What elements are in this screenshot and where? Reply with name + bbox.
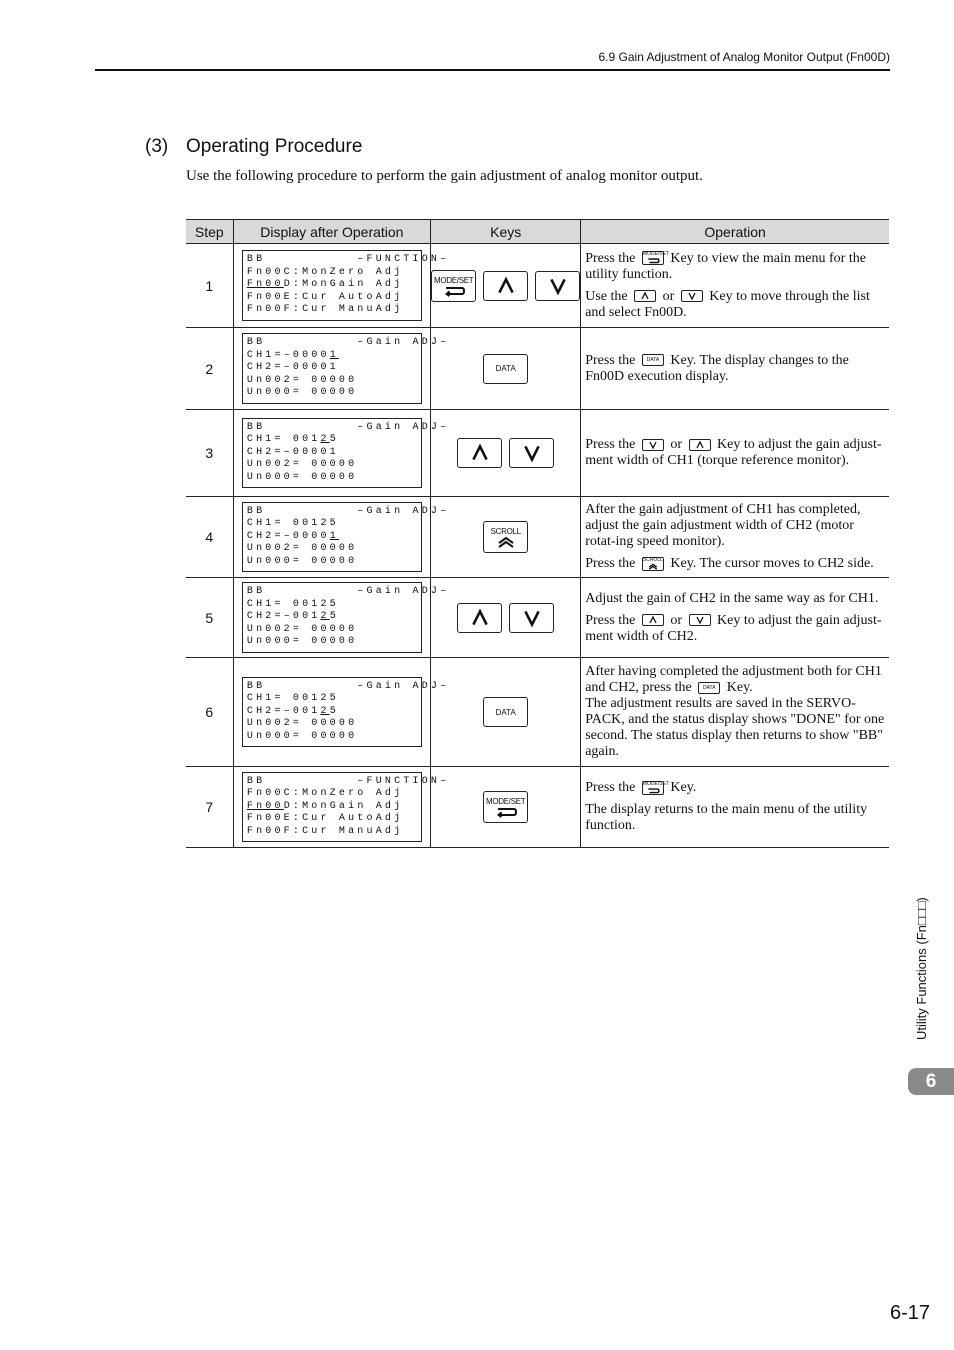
inline-down-key-icon (681, 290, 703, 302)
mode-set-key-icon: MODE/SET (483, 791, 528, 823)
inline-up-key-icon (634, 290, 656, 302)
inline-down-key-icon (642, 439, 664, 451)
step-number: 5 (186, 578, 233, 658)
lcd-display (242, 502, 450, 573)
chapter-side-label-text: Utility Functions (Fn□□□) (914, 897, 929, 1040)
lcd-line: BB –Gain ADJ– (246, 337, 450, 349)
chapter-side-label (902, 870, 929, 1040)
chapter-tab: 6 (908, 1068, 954, 1095)
operation-text: Adjust the gain of CH2 in the same way as for CH1. (585, 590, 879, 606)
inline-data-key-icon: DATA (642, 354, 664, 366)
display-cell (233, 328, 450, 410)
lcd-line: CH2=–00001 (246, 446, 339, 458)
lcd-line: Fn00E:Cur AutoAdj (246, 291, 404, 303)
up-arrow-key-icon (483, 271, 528, 301)
up-arrow-key-icon (457, 438, 502, 468)
keys-cell (431, 578, 581, 658)
lcd-line: Un000= 00000 (246, 387, 358, 399)
lcd-display (242, 582, 450, 653)
table-row (186, 410, 889, 497)
lcd-line: BB –FUNCTION– (246, 254, 450, 266)
inline-data-key-icon: DATA (698, 682, 720, 694)
display-cell (233, 497, 450, 578)
operation-text: The adjustment results are saved in the SERVO-PACK, and the status display shows "DONE" for one second. The status display then returns to show "BB" again. (585, 696, 885, 759)
inline-mode-set-key-icon: MODE/SET (642, 781, 664, 795)
display-cell (233, 658, 450, 767)
operation-text: Press the DATA Key. The display changes to the Fn00D execution display. (585, 352, 849, 384)
lcd-line: CH1= 00125 (246, 434, 339, 446)
step-number: 2 (186, 328, 233, 410)
inline-mode-set-key-icon: MODE/SET (642, 251, 664, 265)
lcd-line: Un002= 00000 (246, 374, 358, 386)
operation-cell (581, 244, 889, 328)
lcd-line: CH2=–00001 (246, 530, 339, 542)
keys-cell (431, 497, 581, 578)
down-arrow-key-icon (509, 603, 554, 633)
section-title: Operating Procedure (186, 136, 363, 157)
lcd-line: Fn00F:Cur ManuAdj (246, 825, 404, 837)
data-key-icon: DATA (483, 697, 528, 727)
lcd-line: Un002= 00000 (246, 623, 358, 635)
lcd-line: BB –Gain ADJ– (246, 505, 450, 517)
step-number: 7 (186, 767, 233, 848)
lcd-line: Un000= 00000 (246, 471, 358, 483)
header-keys: Keys (431, 220, 581, 244)
down-arrow-key-icon (535, 271, 580, 301)
lcd-line: CH2=–00125 (246, 611, 339, 623)
lcd-line: Fn00F:Cur ManuAdj (246, 304, 404, 316)
section-heading (145, 136, 362, 158)
lcd-line: CH2=–00125 (246, 705, 339, 717)
operation-text: Press the or Key to adjust the gain adjust-ment width of CH2. (585, 612, 882, 644)
procedure-table (186, 219, 889, 848)
lcd-line: Fn00C:MonZero Adj (246, 266, 404, 278)
lcd-line: BB –FUNCTION– (246, 775, 450, 787)
operation-cell (581, 658, 889, 767)
lcd-line: Fn00C:MonZero Adj (246, 788, 404, 800)
operation-text: After having completed the adjustment both for CH1 and CH2, press the DATA Key. (585, 664, 882, 695)
display-cell (233, 410, 450, 497)
operation-text: Press the MODE/SET Key to view the main menu for the utility function. (585, 250, 866, 282)
header-display: Display after Operation (233, 220, 431, 244)
lcd-line: CH1= 00125 (246, 693, 339, 705)
operation-cell (581, 578, 889, 658)
header-operation: Operation (581, 220, 889, 244)
down-arrow-key-icon (509, 438, 554, 468)
lcd-display (242, 250, 450, 321)
lcd-line: Fn00D:MonGain Adj (246, 800, 404, 812)
lcd-line: CH1= 00125 (246, 598, 339, 610)
table-row (186, 658, 889, 767)
operation-cell (581, 328, 889, 410)
operation-text: Press the or Key to adjust the gain adjust-ment width of CH1 (torque reference monitor). (585, 437, 882, 468)
lcd-line: Fn00D:MonGain Adj (246, 279, 404, 291)
table-header-row (186, 220, 889, 244)
lcd-line: Un000= 00000 (246, 555, 358, 567)
section-number: (3) (145, 136, 169, 157)
table-row (186, 578, 889, 658)
table-row (186, 244, 889, 328)
lcd-display (242, 418, 450, 489)
lcd-display (242, 677, 450, 748)
operation-text: Press the SCROLL Key. The cursor moves to CH2 side. (585, 556, 874, 571)
keys-cell (431, 767, 581, 848)
inline-scroll-key-icon: SCROLL (642, 557, 664, 571)
operation-cell (581, 497, 889, 578)
lcd-line: CH2=–00001 (246, 362, 339, 374)
operation-cell (581, 767, 889, 848)
page-number: 6-17 (889, 1302, 930, 1324)
table-row (186, 767, 889, 848)
lcd-display (242, 772, 450, 843)
lcd-line: BB –Gain ADJ– (246, 680, 450, 692)
step-number: 3 (186, 410, 233, 497)
lcd-line: Un000= 00000 (246, 636, 358, 648)
step-number: 4 (186, 497, 233, 578)
step-number: 6 (186, 658, 233, 767)
running-header: 6.9 Gain Adjustment of Analog Monitor Output (Fn00D) (598, 50, 890, 64)
data-key-icon: DATA (483, 354, 528, 384)
table-row (186, 328, 889, 410)
operation-text: The display returns to the main menu of the utility function. (585, 802, 868, 833)
step-number: 1 (186, 244, 233, 328)
operation-text: Use the or Key to move through the list and select Fn00D. (585, 288, 870, 320)
lcd-line: CH1=–00001 (246, 349, 339, 361)
operation-cell (581, 410, 889, 497)
header-rule (95, 69, 890, 71)
inline-down-key-icon (689, 614, 711, 626)
display-cell (233, 244, 450, 328)
lcd-display (242, 333, 450, 404)
inline-up-key-icon (642, 614, 664, 626)
lcd-line: BB –Gain ADJ– (246, 421, 450, 433)
operation-text: After the gain adjustment of CH1 has completed, adjust the gain adjustment width of CH2 (motor rotat-ing speed monitor). (585, 502, 861, 549)
lcd-line: Fn00E:Cur AutoAdj (246, 813, 404, 825)
lcd-line: BB –Gain ADJ– (246, 586, 450, 598)
operation-text: Press the MODE/SET Key. (585, 780, 697, 795)
scroll-key-icon: SCROLL (483, 521, 528, 553)
keys-cell (431, 328, 581, 410)
display-cell (233, 578, 450, 658)
lcd-line: Un000= 00000 (246, 730, 358, 742)
lcd-line: Un002= 00000 (246, 543, 358, 555)
lcd-line: Un002= 00000 (246, 718, 358, 730)
display-cell (233, 767, 450, 848)
header-step: Step (186, 220, 233, 244)
keys-cell (431, 658, 581, 767)
table-row (186, 497, 889, 578)
up-arrow-key-icon (457, 603, 502, 633)
lcd-line: CH1= 00125 (246, 518, 339, 530)
mode-set-key-icon: MODE/SET (431, 270, 476, 302)
keys-cell (431, 410, 581, 497)
lcd-line: Un002= 00000 (246, 459, 358, 471)
inline-up-key-icon (689, 439, 711, 451)
intro-paragraph: Use the following procedure to perform the gain adjustment of analog monitor output. (186, 168, 703, 184)
keys-cell (431, 244, 581, 328)
